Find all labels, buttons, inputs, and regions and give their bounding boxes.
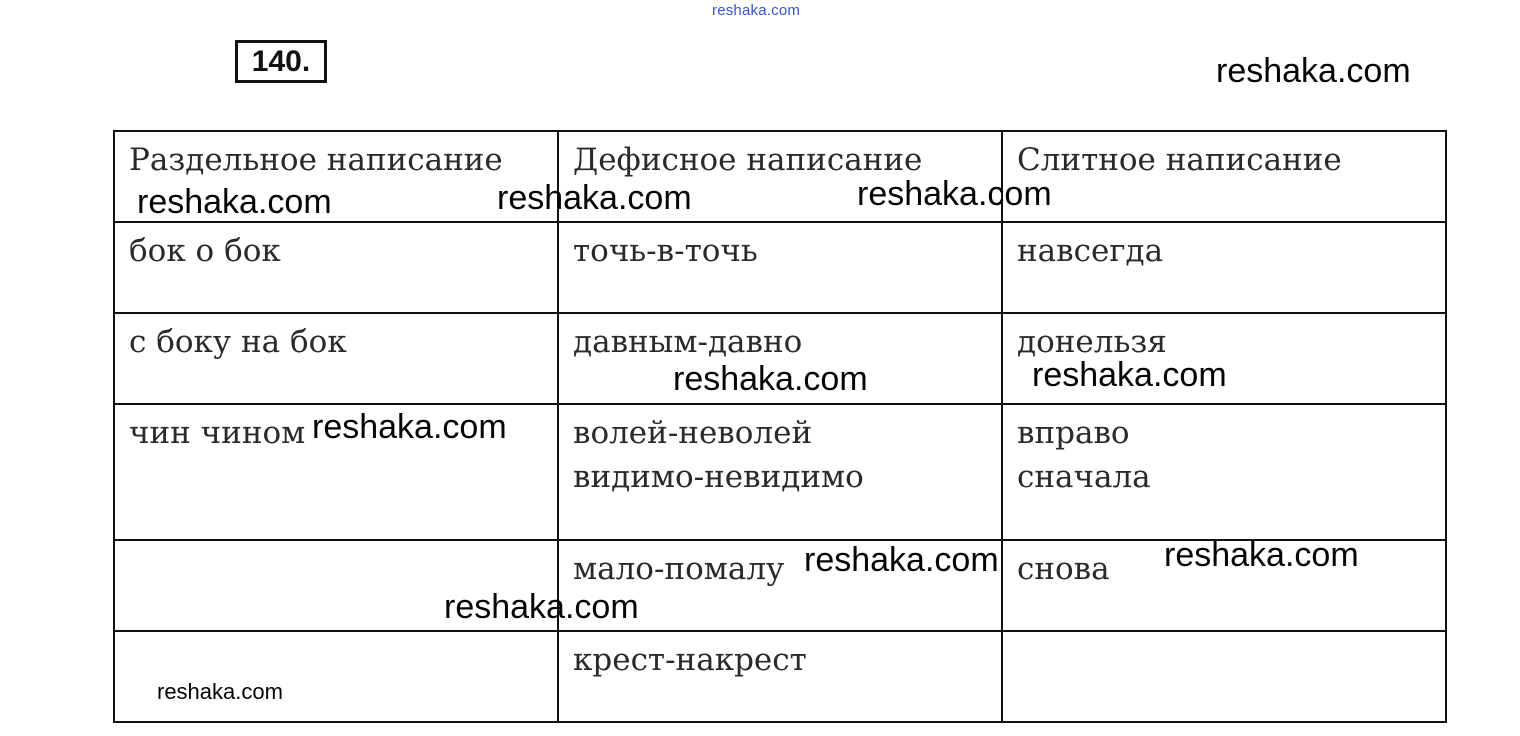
table-row xyxy=(114,631,1446,722)
word: сначала xyxy=(1017,459,1151,495)
top-watermark-link: reshaka.com xyxy=(712,2,801,19)
watermark-text: reshaka.com xyxy=(497,179,692,217)
header-separate: Раздельное написание xyxy=(114,131,558,222)
table-row xyxy=(114,222,1446,313)
word: крест-накрест xyxy=(573,642,807,678)
word: волей-неволей xyxy=(573,415,813,451)
watermark-text: reshaka.com xyxy=(1216,52,1411,90)
word: донельзя xyxy=(1017,324,1167,360)
table-cell-empty xyxy=(1002,631,1446,722)
word: бок о бок xyxy=(129,233,281,269)
word: давным-давно xyxy=(573,324,803,360)
table-cell xyxy=(558,631,1002,722)
word: мало-помалу xyxy=(573,551,785,587)
word: с боку на бок xyxy=(129,324,347,360)
watermark-text: reshaka.com xyxy=(157,679,283,704)
word: снова xyxy=(1017,551,1110,587)
table-cell xyxy=(1002,222,1446,313)
watermark-text: reshaka.com xyxy=(804,541,999,579)
table-cell xyxy=(558,404,1002,540)
watermark-text: reshaka.com xyxy=(673,360,868,398)
table-cell xyxy=(114,313,558,404)
table-cell xyxy=(558,222,1002,313)
word: видимо-невидимо xyxy=(573,459,864,495)
watermark-text: reshaka.com xyxy=(1032,356,1227,394)
word: вправо xyxy=(1017,415,1130,451)
watermark-text: reshaka.com xyxy=(137,183,332,221)
watermark-text: reshaka.com xyxy=(857,175,1052,213)
header-hyphenated: Дефисное написание xyxy=(558,131,1002,222)
watermark-text: reshaka.com xyxy=(1164,536,1359,574)
watermark-text: reshaka.com xyxy=(312,408,507,446)
table-cell xyxy=(1002,404,1446,540)
watermark-text: reshaka.com xyxy=(444,588,639,626)
word: чин чином xyxy=(129,415,306,451)
word: навсегда xyxy=(1017,233,1164,269)
header-joined: Слитное написание xyxy=(1002,131,1446,222)
table-cell-empty xyxy=(114,631,558,722)
word: точь-в-точь xyxy=(573,233,758,269)
table-cell xyxy=(114,222,558,313)
exercise-number: 140. xyxy=(235,40,327,83)
